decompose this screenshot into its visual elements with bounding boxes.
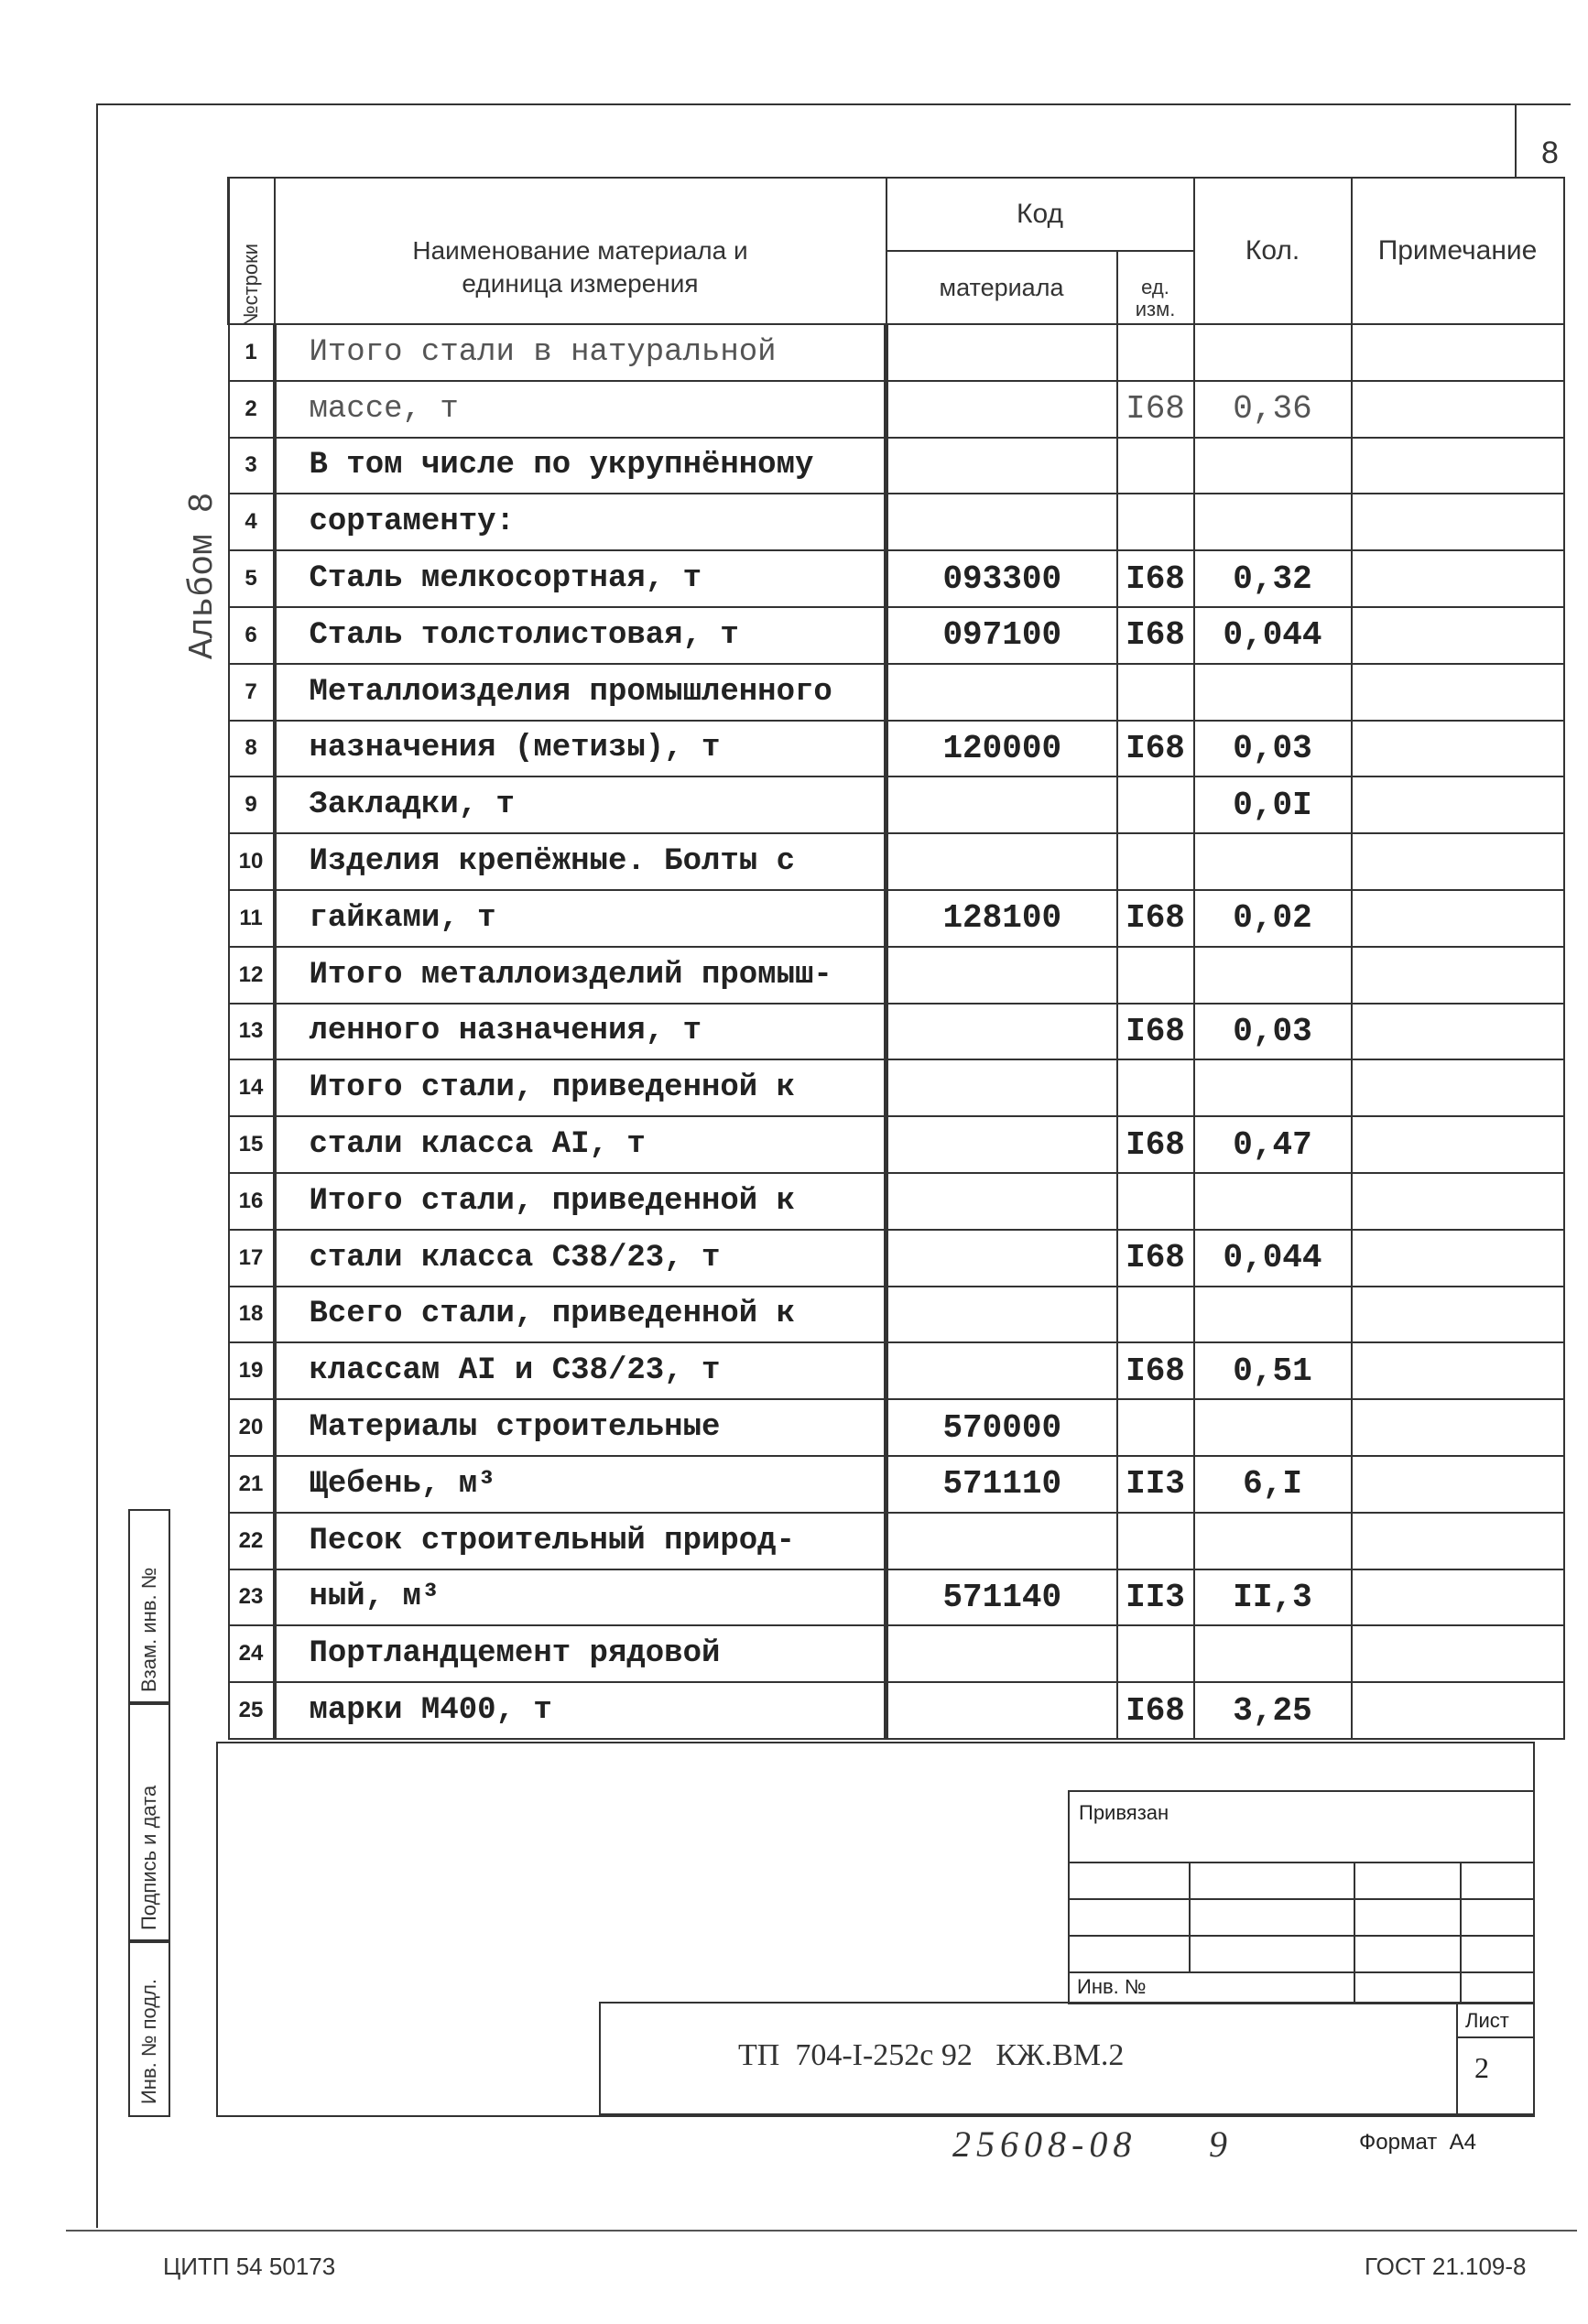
row-number: 8: [229, 721, 275, 777]
material-code: 571110: [886, 1456, 1117, 1513]
table-row: [229, 776, 1564, 833]
table-row: [229, 721, 1564, 777]
unit-code: [1117, 1625, 1194, 1682]
quantity: [1194, 1173, 1352, 1230]
row-number: 10: [229, 833, 275, 890]
note: [1352, 1682, 1564, 1739]
table-row: [229, 664, 1564, 721]
row-number: 17: [229, 1230, 275, 1287]
title-block: [599, 2002, 1535, 2115]
table-row: [229, 324, 1564, 381]
material-name: Закладки, т: [275, 776, 886, 833]
material-code: 128100: [886, 890, 1117, 947]
quantity: 0,044: [1194, 1230, 1352, 1287]
note: [1352, 494, 1564, 550]
table-row: [229, 1625, 1564, 1682]
quantity: 0,03: [1194, 1004, 1352, 1060]
table-row: [229, 1399, 1564, 1456]
unit-code: [1117, 833, 1194, 890]
list-hline: [1456, 2036, 1533, 2038]
row-number: 25: [229, 1682, 275, 1739]
quantity: 3,25: [1194, 1682, 1352, 1739]
handwritten-number: 25608-08: [952, 2123, 1137, 2165]
material-name: В том числе по укрупнённому: [275, 438, 886, 494]
row-number: 9: [229, 776, 275, 833]
quantity: [1194, 324, 1352, 381]
quantity: [1194, 438, 1352, 494]
material-name: Итого металлоизделий промыш-: [275, 947, 886, 1004]
unit-code: [1117, 324, 1194, 381]
side-label-vzam: Взам. инв. №: [137, 1567, 160, 1692]
row-number: 18: [229, 1287, 275, 1343]
row-number: 5: [229, 550, 275, 607]
unit-code: I68: [1117, 1230, 1194, 1287]
table-row: [229, 1569, 1564, 1626]
table-row: [229, 1230, 1564, 1287]
table-row: [229, 1116, 1564, 1173]
table-row: [229, 381, 1564, 438]
note: [1352, 1173, 1564, 1230]
material-code: [886, 1059, 1117, 1116]
quantity: [1194, 1399, 1352, 1456]
material-code: [886, 1625, 1117, 1682]
header-unit: [1117, 251, 1194, 324]
inv-no-label: Инв. №: [1077, 1975, 1147, 1998]
privyazan-vline-1: [1189, 1862, 1191, 1971]
quantity: [1194, 1287, 1352, 1343]
quantity: [1194, 1059, 1352, 1116]
unit-code: I68: [1117, 1682, 1194, 1739]
table-row: [229, 1173, 1564, 1230]
privyazan-label: Привязан: [1079, 1801, 1169, 1824]
material-name: Песок строительный природ-: [275, 1513, 886, 1569]
material-code: [886, 1173, 1117, 1230]
page-number: 8: [1541, 136, 1559, 170]
material-code: 093300: [886, 550, 1117, 607]
frame-right-tick: [1515, 103, 1517, 177]
unit-code: I68: [1117, 607, 1194, 664]
row-number: 12: [229, 947, 275, 1004]
unit-code: [1117, 1399, 1194, 1456]
material-code: [886, 1116, 1117, 1173]
privyazan-line-2: [1070, 1898, 1533, 1900]
material-name: гайками, т: [275, 890, 886, 947]
privyazan-vline-3: [1460, 1862, 1462, 2003]
privyazan-line-1: [1070, 1862, 1533, 1863]
unit-code: [1117, 1287, 1194, 1343]
unit-code: I68: [1117, 721, 1194, 777]
note: [1352, 607, 1564, 664]
table-row: [229, 438, 1564, 494]
unit-code: I68: [1117, 1116, 1194, 1173]
privyazan-line-4: [1070, 1971, 1533, 1973]
material-code: [886, 1682, 1117, 1739]
material-code: [886, 494, 1117, 550]
material-code: [886, 1342, 1117, 1399]
unit-code: I68: [1117, 1004, 1194, 1060]
row-number: 13: [229, 1004, 275, 1060]
material-name: Изделия крепёжные. Болты с: [275, 833, 886, 890]
unit-code: [1117, 776, 1194, 833]
note: [1352, 1116, 1564, 1173]
quantity: 0,044: [1194, 607, 1352, 664]
material-name: Сталь толстолистовая, т: [275, 607, 886, 664]
material-name: стали класса C38/23, т: [275, 1230, 886, 1287]
note: [1352, 1004, 1564, 1060]
unit-code: II3: [1117, 1456, 1194, 1513]
row-number: 23: [229, 1569, 275, 1626]
unit-code: II3: [1117, 1569, 1194, 1626]
table-row: [229, 1059, 1564, 1116]
unit-code: [1117, 1059, 1194, 1116]
material-code: [886, 324, 1117, 381]
gost-label: ГОСТ 21.109-8: [1365, 2253, 1527, 2280]
row-number: 4: [229, 494, 275, 550]
material-name: Итого стали в натуральной: [275, 324, 886, 381]
unit-code: I68: [1117, 1342, 1194, 1399]
table-row: [229, 1682, 1564, 1739]
material-code: [886, 776, 1117, 833]
material-name: Итого стали, приведенной к: [275, 1173, 886, 1230]
row-number: 15: [229, 1116, 275, 1173]
list-vline: [1456, 2004, 1458, 2113]
note: [1352, 438, 1564, 494]
frame-top: [96, 103, 1571, 105]
handwritten-page: 9: [1209, 2123, 1227, 2165]
material-name: сортаменту:: [275, 494, 886, 550]
privyazan-block: [1068, 1790, 1535, 2004]
row-number: 16: [229, 1173, 275, 1230]
row-number: 14: [229, 1059, 275, 1116]
note: [1352, 1399, 1564, 1456]
table-row: [229, 890, 1564, 947]
header-name: [275, 178, 886, 324]
material-name: Щебень, м³: [275, 1456, 886, 1513]
material-code: 120000: [886, 721, 1117, 777]
format-label: Формат А4: [1359, 2130, 1476, 2155]
material-name: ленного назначения, т: [275, 1004, 886, 1060]
quantity: [1194, 1513, 1352, 1569]
material-name: Материалы строительные: [275, 1399, 886, 1456]
doc-code: ТП 704-I-252с 92 КЖ.ВМ.2: [738, 2038, 1125, 2072]
note: [1352, 890, 1564, 947]
material-code: [886, 381, 1117, 438]
side-stamp-inv-podl: [128, 1939, 170, 2117]
unit-code: I68: [1117, 381, 1194, 438]
header-note: Примечание: [1352, 178, 1564, 324]
material-name: Сталь мелкосортная, т: [275, 550, 886, 607]
album-label: Альбом 8: [183, 492, 223, 659]
row-number: 1: [229, 324, 275, 381]
quantity: [1194, 664, 1352, 721]
table-row: [229, 1456, 1564, 1513]
quantity: 6,I: [1194, 1456, 1352, 1513]
quantity: II,3: [1194, 1569, 1352, 1626]
quantity: 0,32: [1194, 550, 1352, 607]
note: [1352, 1625, 1564, 1682]
unit-code: [1117, 947, 1194, 1004]
table-row: [229, 947, 1564, 1004]
row-number: 7: [229, 664, 275, 721]
row-number: 24: [229, 1625, 275, 1682]
side-label-podpis: Подпись и дата: [137, 1785, 160, 1930]
row-number: 22: [229, 1513, 275, 1569]
note: [1352, 1287, 1564, 1343]
row-number: 2: [229, 381, 275, 438]
material-code: 571140: [886, 1569, 1117, 1626]
material-name: ный, м³: [275, 1569, 886, 1626]
material-code: [886, 833, 1117, 890]
row-number: 3: [229, 438, 275, 494]
material-name: стали класса AI, т: [275, 1116, 886, 1173]
note: [1352, 664, 1564, 721]
note: [1352, 324, 1564, 381]
note: [1352, 1342, 1564, 1399]
table-row: [229, 1342, 1564, 1399]
list-label: Лист: [1465, 2009, 1509, 2032]
note: [1352, 1456, 1564, 1513]
specification-table: [227, 177, 1565, 1740]
material-code: [886, 947, 1117, 1004]
table-row: [229, 1287, 1564, 1343]
note: [1352, 947, 1564, 1004]
material-code: [886, 1513, 1117, 1569]
header-row: [229, 178, 1564, 251]
quantity: 0,03: [1194, 721, 1352, 777]
material-code: [886, 1004, 1117, 1060]
row-number: 21: [229, 1456, 275, 1513]
row-number: 6: [229, 607, 275, 664]
table-row: [229, 607, 1564, 664]
material-name: Всего стали, приведенной к: [275, 1287, 886, 1343]
table-row: [229, 833, 1564, 890]
quantity: 0,02: [1194, 890, 1352, 947]
quantity: [1194, 947, 1352, 1004]
material-name: массе, т: [275, 381, 886, 438]
frame-bottom: [66, 2230, 1577, 2232]
material-name: марки M400, т: [275, 1682, 886, 1739]
note: [1352, 381, 1564, 438]
unit-code: [1117, 664, 1194, 721]
header-row-no-cell: [229, 178, 275, 327]
quantity: [1194, 494, 1352, 550]
row-number: 19: [229, 1342, 275, 1399]
privyazan-vline-2: [1354, 1862, 1355, 2003]
material-code: [886, 1230, 1117, 1287]
quantity: [1194, 833, 1352, 890]
unit-code: [1117, 1173, 1194, 1230]
side-stamp-podpis: [128, 1701, 170, 1943]
note: [1352, 833, 1564, 890]
quantity: 0,36: [1194, 381, 1352, 438]
unit-code: I68: [1117, 550, 1194, 607]
material-code: [886, 1287, 1117, 1343]
header-qty: Кол.: [1194, 178, 1352, 324]
note: [1352, 550, 1564, 607]
material-code: [886, 438, 1117, 494]
note: [1352, 776, 1564, 833]
quantity: [1194, 1625, 1352, 1682]
unit-code: [1117, 438, 1194, 494]
material-name: классам AI и C38/23, т: [275, 1342, 886, 1399]
material-name: назначения (метизы), т: [275, 721, 886, 777]
material-name: Итого стали, приведенной к: [275, 1059, 886, 1116]
unit-code: [1117, 1513, 1194, 1569]
row-number: 11: [229, 890, 275, 947]
privyazan-line-3: [1070, 1935, 1533, 1937]
note: [1352, 1230, 1564, 1287]
material-name: Портландцемент рядовой: [275, 1625, 886, 1682]
table-row: [229, 1513, 1564, 1569]
note: [1352, 721, 1564, 777]
material-name: Металлоизделия промышленного: [275, 664, 886, 721]
quantity: 0,0I: [1194, 776, 1352, 833]
table-row: [229, 1004, 1564, 1060]
header-material: материала: [886, 251, 1117, 324]
note: [1352, 1513, 1564, 1569]
unit-code: [1117, 494, 1194, 550]
side-label-inv-podl: Инв. № подл.: [137, 1978, 160, 2104]
quantity: 0,47: [1194, 1116, 1352, 1173]
list-value: 2: [1474, 2051, 1489, 2084]
frame-left: [96, 103, 98, 2228]
side-stamp-vzam: [128, 1509, 170, 1705]
table-row: [229, 550, 1564, 607]
header-code: Код: [886, 178, 1194, 251]
citp-label: ЦИТП 54 50173: [163, 2253, 336, 2280]
header-row-no: №строки: [239, 243, 262, 327]
spec-body: [229, 324, 1564, 1739]
unit-code: I68: [1117, 890, 1194, 947]
note: [1352, 1059, 1564, 1116]
quantity: 0,51: [1194, 1342, 1352, 1399]
material-code: 570000: [886, 1399, 1117, 1456]
header-unit-text: ед. изм.: [1135, 276, 1176, 320]
material-code: 097100: [886, 607, 1117, 664]
row-number: 20: [229, 1399, 275, 1456]
material-code: [886, 664, 1117, 721]
note: [1352, 1569, 1564, 1626]
header-name-text: Наименование материала и единица измерения: [412, 235, 748, 299]
table-row: [229, 494, 1564, 550]
